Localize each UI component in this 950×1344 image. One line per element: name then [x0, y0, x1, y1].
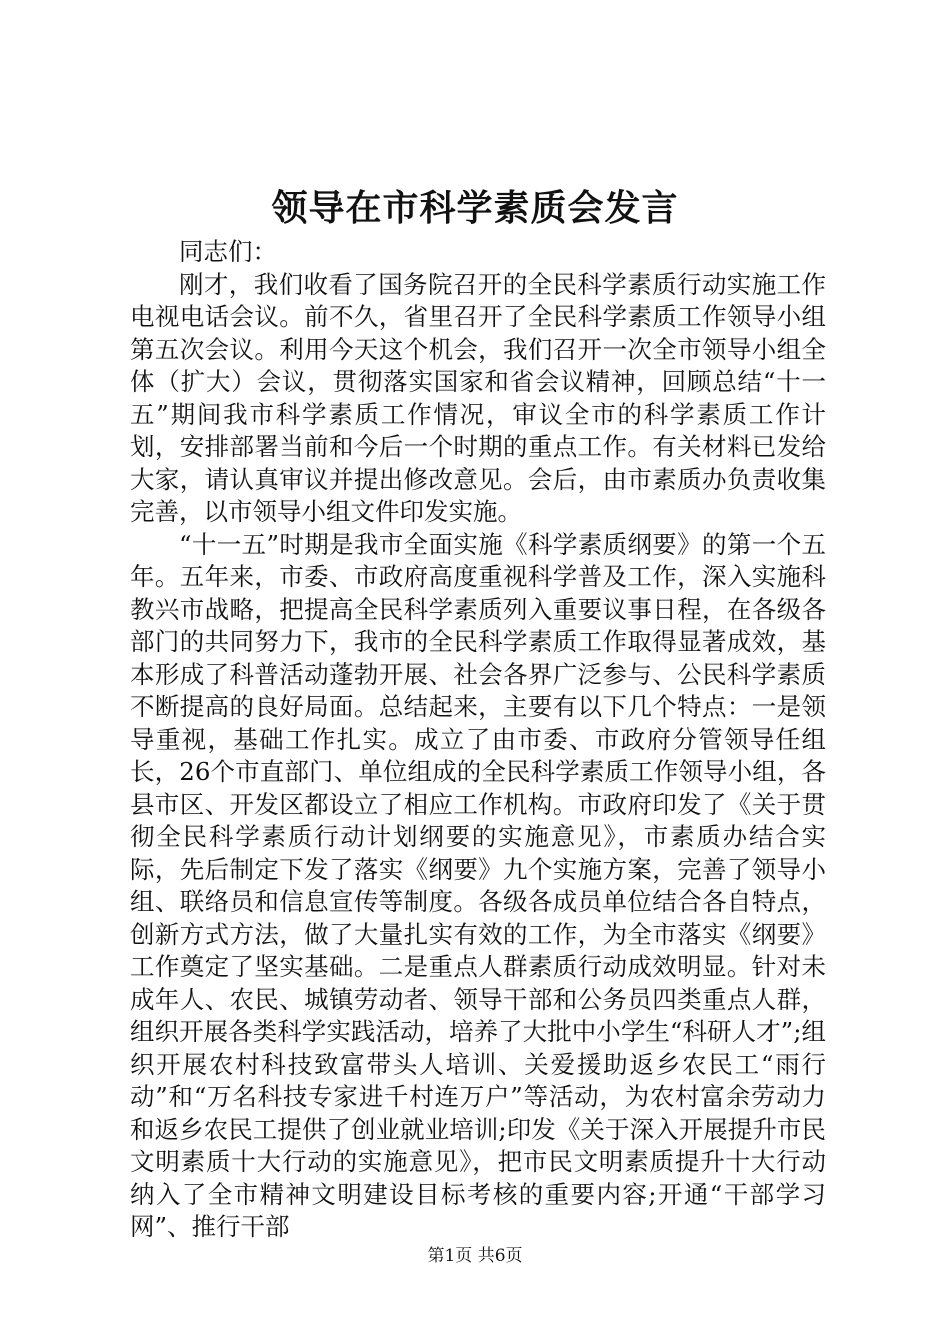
salutation: 同志们： — [179, 237, 277, 266]
document-title: 领导在市科学素质会发言 — [271, 187, 679, 229]
paragraph-2: “十一五”时期是我市全面实施《科学素质纲要》的第一个五年。五年来，市委、市政府高度重视科学普及工作，深入实施科教兴市战略，把提高全民科学素质列入重要议事日程，在各级各部门的共同努力下，我市的全民科学素质工作取得显著成效，基本形成了科普活动蓬勃开展、社会各界广泛参与、公民科学素质不断提高的良好局面。总结起来，主要有以下几个特点：一是领导重视，基础工作扎实。成立了由市委、市政府分管领导任组长，26个市直部门、单位组成的全民科学素质工作领导小组，各县市区、开发区都设立了相应工作机构。市政府印发了《关于贯彻全民科学素质行动计划纲要的实施意见》，市素质办结合实际，先后制定下发了落实《纲要》九个实施方案，完善了领导小组、联络员和信息宣传等制度。各级各成员单位结合各自特点，创新方式方法，做了大量扎实有效的工作，为全市落实《纲要》工作奠定了坚实基础。二是重点人群素质行动成效明显。针对未成年人、农民、城镇劳动者、领导干部和公务员四类重点人群，组织开展各类科学实践活动，培养了大批中小学生“科研人才”;组织开展农村科技致富带头人培训、关爱援助返乡农民工“雨行动”和“万名科技专家进千村连万户”等活动，为农村富余劳动力和返乡农民工提供了创业就业培训;印发《关于深入开展提升市民文明素质十大行动的实施意见》，把市民文明素质提升十大行动纳入了全市精神文明建设目标考核的重要内容;开通“干部学习网”、推行干部 — [130, 529, 826, 1241]
page-number-footer: 第1页 共6页 — [427, 1246, 523, 1266]
paragraph-1: 刚才，我们收看了国务院召开的全民科学素质行动实施工作电视电话会议。前不久，省里召开了全民科学素质工作领导小组第五次会议。利用今天这个机会，我们召开一次全市领导小组全体（扩大）会议，贯彻落实国家和省会议精神，回顾总结“十一五”期间我市科学素质工作情况，审议全市的科学素质工作计划，安排部署当前和今后一个时期的重点工作。有关材料已发给大家，请认真审议并提出修改意见。会后，由市素质办负责收集完善，以市领导小组文件印发实施。 — [130, 269, 826, 526]
document-body — [130, 236, 826, 1244]
